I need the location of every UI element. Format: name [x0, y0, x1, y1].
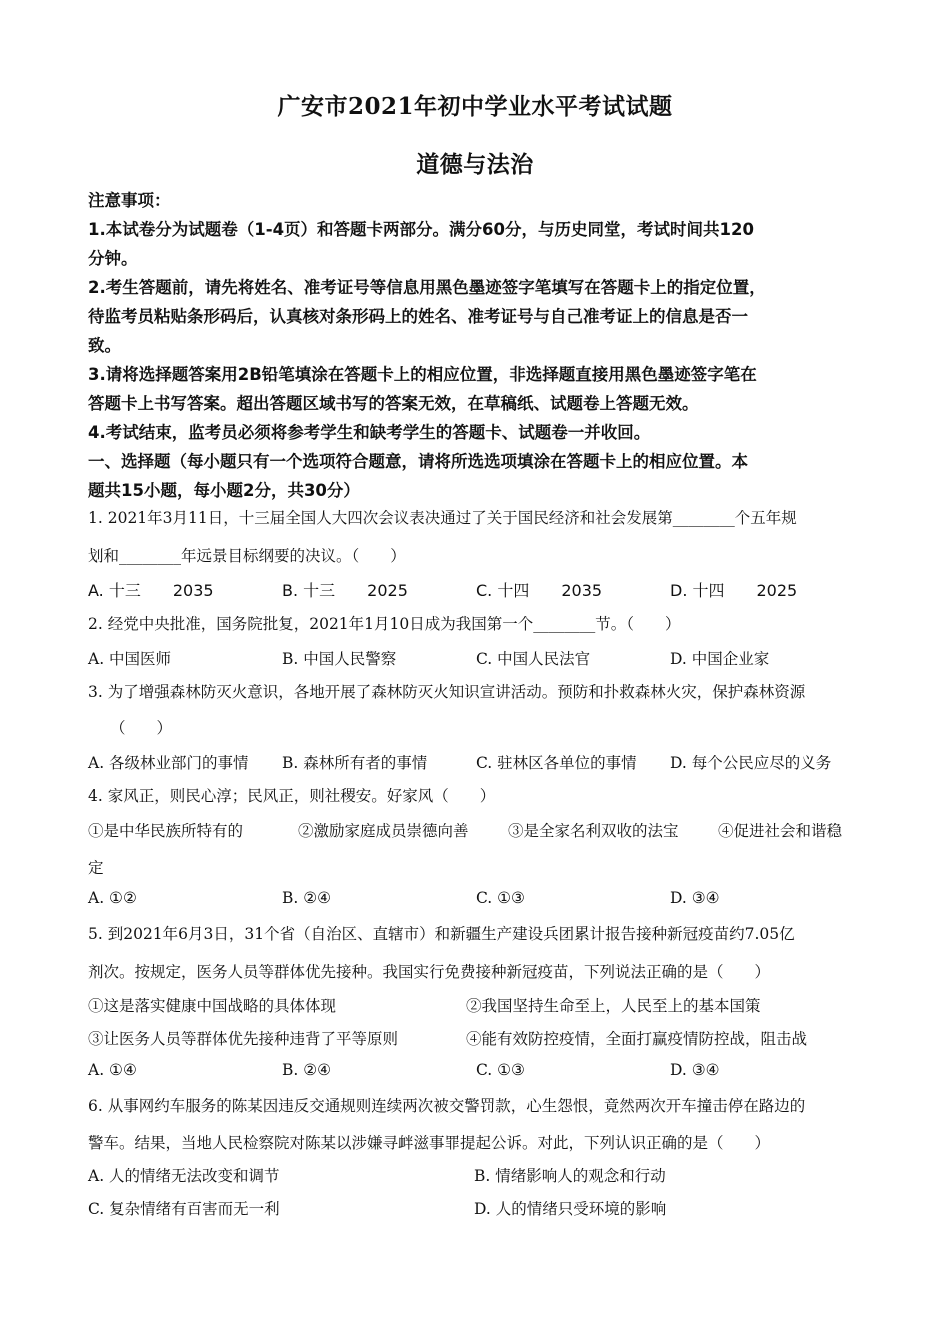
option-d: D. ③④ [670, 1061, 720, 1079]
option-c: C. 十四 2035 [476, 581, 603, 600]
notice-line: 分钟。 [88, 249, 138, 268]
question-5-stem: 5. 到2021年6月3日，31个省（自治区、直辖市）和新疆生产建设兵团累计报告接种新冠疫苗约7.05亿 [88, 925, 795, 943]
question-1-stem: 1. 2021年3月11日，十三届全国人大四次会议表决通过了关于国民经济和社会发展第________个五年规 [88, 509, 797, 527]
notice-line: 答题卡上书写答案。超出答题区域书写的答案无效，在草稿纸、试题卷上答题无效。 [88, 394, 699, 413]
option-a: A. 中国医师 [88, 650, 172, 668]
subject-title: 道德与法治 [416, 151, 534, 178]
option-d: D. 人的情绪只受环境的影响 [474, 1200, 667, 1218]
statement-1: ①是中华民族所特有的 [88, 822, 244, 840]
question-1-stem: 划和________年远景目标纲要的决议。（ ） [88, 547, 406, 565]
option-b: B. ②④ [282, 1061, 332, 1079]
option-b: B. 情绪影响人的观念和行动 [474, 1167, 666, 1185]
statement-4-continued: 定 [88, 859, 104, 877]
notice-line: 致。 [88, 336, 121, 355]
option-c: C. 复杂情绪有百害而无一利 [88, 1200, 280, 1218]
notice-section [88, 186, 868, 505]
question-3-stem: （ ） [110, 719, 173, 737]
question-4-stem: 4. 家风正，则民心淳；民风正，则社稷安。好家风（ ） [88, 787, 496, 805]
option-c: C. ①③ [476, 1061, 525, 1079]
statement-1: ①这是落实健康中国战略的具体体现 [88, 997, 337, 1015]
option-a: A. ①② [88, 889, 137, 907]
option-a: A. 各级林业部门的事情 [88, 754, 249, 772]
statement-4: ④能有效防控疫情，全面打赢疫情防控战，阻击战 [466, 1030, 808, 1048]
notice-line: 3.请将选择题答案用2B铅笔填涂在答题卡上的相应位置，非选择题直接用黑色墨迹签字笔在 [88, 365, 757, 384]
statement-3: ③让医务人员等群体优先接种违背了平等原则 [88, 1030, 399, 1048]
option-b: B. ②④ [282, 889, 332, 907]
question-2-stem: 2. 经党中央批准，国务院批复，2021年1月10日成为我国第一个________节。（ ） [88, 615, 681, 633]
option-c: C. ①③ [476, 889, 525, 907]
question-5-stem: 剂次。按规定，医务人员等群体优先接种。我国实行免费接种新冠疫苗，下列说法正确的是（ ） [88, 963, 771, 981]
statement-3: ③是全家名利双收的法宝 [508, 822, 679, 840]
option-a: A. 十三 2035 [88, 581, 214, 600]
exam-title: 广安市2021年初中学业水平考试试题 [277, 93, 673, 120]
notice-line: 待监考员粘贴条形码后，认真核对条形码上的姓名、准考证号与自己准考证上的信息是否一 [88, 307, 748, 326]
option-d: D. 中国企业家 [670, 650, 770, 668]
question-6-stem: 6. 从事网约车服务的陈某因违反交通规则连续两次被交警罚款，心生怨恨，竟然两次开车撞击停在路边的 [88, 1097, 806, 1115]
question-3-stem: 3. 为了增强森林防灭火意识，各地开展了森林防灭火知识宣讲活动。预防和扑救森林火灾，保护森林资源 [88, 683, 806, 701]
option-a: A. 人的情绪无法改变和调节 [88, 1167, 280, 1185]
option-b: B. 中国人民警察 [282, 650, 397, 668]
option-c: C. 中国人民法官 [476, 650, 591, 668]
section-heading: 一、选择题（每小题只有一个选项符合题意，请将所选选项填涂在答题卡上的相应位置。本 [88, 452, 748, 471]
notice-line: 1.本试卷分为试题卷（1-4页）和答题卡两部分。满分60分，与历史同堂，考试时间共120 [88, 220, 754, 239]
notice-heading: 注意事项： [88, 191, 171, 210]
question-6-stem: 警车。结果，当地人民检察院对陈某以涉嫌寻衅滋事罪提起公诉。对此，下列认识正确的是（ ） [88, 1134, 771, 1152]
statement-2: ②激励家庭成员崇德向善 [298, 822, 469, 840]
notice-line: 2.考生答题前，请先将姓名、准考证号等信息用黑色墨迹签字笔填写在答题卡上的指定位置， [88, 278, 766, 297]
option-d: D. 每个公民应尽的义务 [670, 754, 832, 772]
option-b: B. 森林所有者的事情 [282, 754, 428, 772]
statement-2: ②我国坚持生命至上，人民至上的基本国策 [466, 997, 761, 1015]
notice-line: 4.考试结束，监考员必须将参考学生和缺考学生的答题卡、试题卷一并收回。 [88, 423, 651, 442]
section-heading: 题共15小题，每小题2分，共30分） [88, 481, 360, 500]
option-a: A. ①④ [88, 1061, 137, 1079]
option-d: D. 十四 2025 [670, 581, 798, 600]
option-c: C. 驻林区各单位的事情 [476, 754, 637, 772]
option-b: B. 十三 2025 [282, 581, 408, 600]
statement-4: ④促进社会和谐稳 [718, 822, 843, 840]
option-d: D. ③④ [670, 889, 720, 907]
